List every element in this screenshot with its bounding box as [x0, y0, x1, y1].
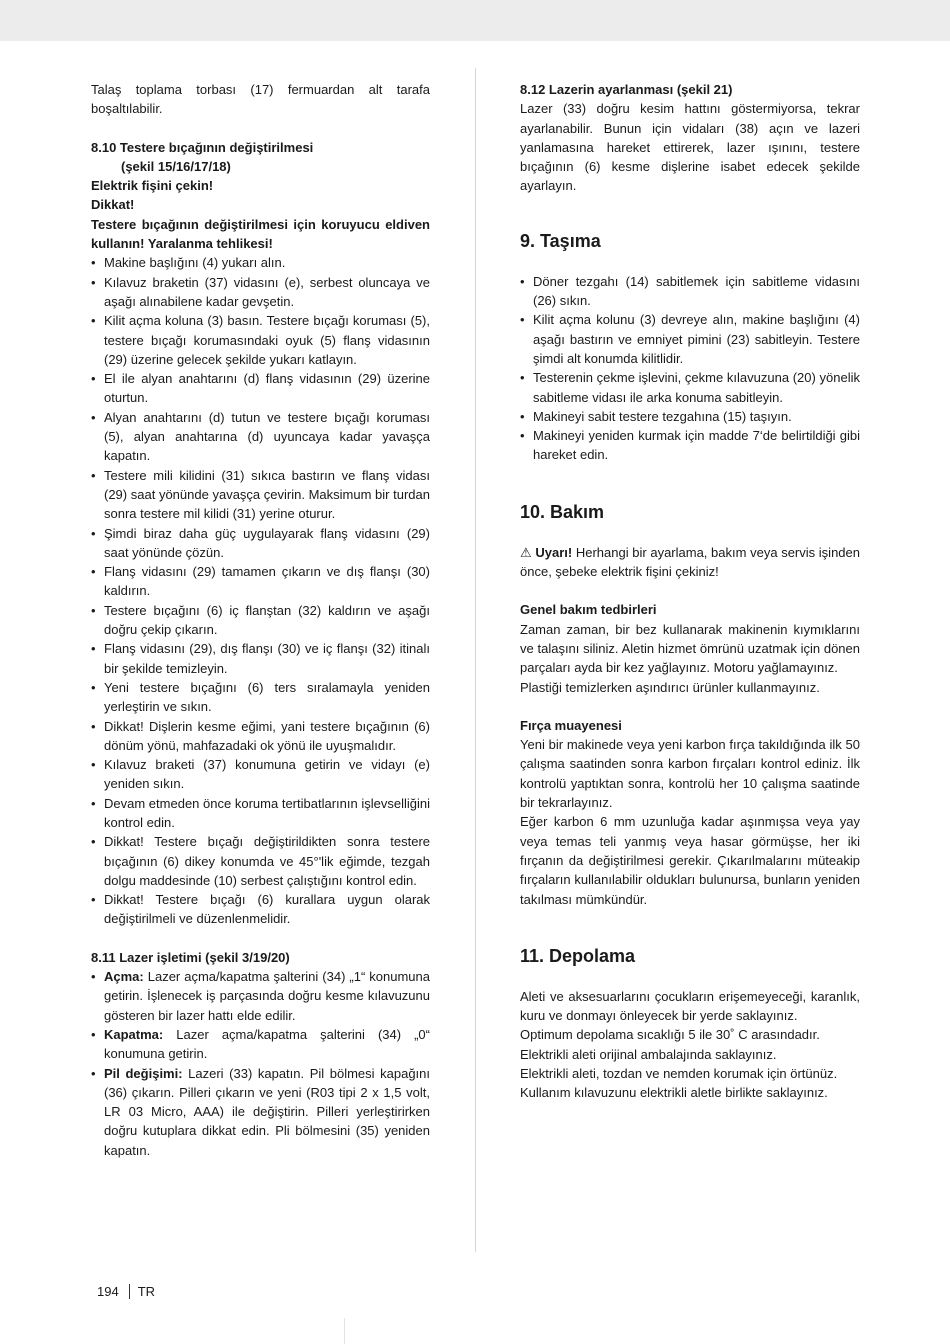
list-item: • Devam etmeden önce koruma tertibatlarının işlevselliğini kontrol edin.: [91, 794, 430, 833]
list-item: • Alyan anahtarını (d) tutun ve testere bıçağı koruması (5), alyan anahtarına (d) uyuncaya kadar yavaşça kapatın.: [91, 408, 430, 466]
warning-label: Uyarı!: [535, 544, 573, 560]
list-item: • Kilit açma kolunu (3) devreye alın, makine başlığını (4) aşağı bastırın ve emniyet pimini (23) sabitleyin. Testere şimdi alt konumda kilitlidir.: [520, 310, 860, 368]
brush-inspection-text: Yeni bir makinede veya yeni karbon fırça takıldığında ilk 50 çalışma saatinden sonra karbon fırçaları kontrol ediniz. İlk kontrolü yaptıktan sonra, kontrolü her 10 çalışma saatinde bir tekrarlayınız.: [520, 737, 860, 811]
section-11-heading: 11. Depolama: [520, 945, 636, 966]
footer-separator: [129, 1284, 130, 1299]
list-item: • Dikkat! Testere bıçağı değiştirildikten sonra testere bıçağının (6) dikey konumda ve 45°'lik eğimde, tezgah dolgu maddesinde (10) serbest çalıştığını kontrol edin.: [91, 832, 430, 890]
brush-inspection-note: Eğer karbon 6 mm uzunluğa kadar aşınmışsa veya yay veya temas teli yanmış veya hasar görmüşse, her iki fırçanın da değiştirilmesi gerekir. Çıkarılmalarını müteakip fırçaların kullanılabilir oldukları bulunursa, bunların yeniden takılması mümkündür.: [520, 814, 860, 907]
storage-line: Optimum depolama sıcaklığı 5 ile 30˚ C arasındadır.: [520, 1027, 820, 1043]
list-item: • Testere bıçağını (6) iç flanştan (32) kaldırın ve aşağı doğru çekip çıkarın.: [91, 601, 430, 640]
warning-text: Herhangi bir ayarlama, bakım veya servis işinden önce, şebeke elektrik fişini çekiniz!: [520, 544, 860, 580]
storage-text: [520, 987, 860, 1103]
brush-inspection-title: Fırça muayenesi: [520, 717, 622, 733]
unplug-warning: Elektrik fişini çekin!: [91, 178, 214, 194]
item-label: Pil değişimi:: [104, 1065, 183, 1081]
list-item: • Makine başlığını (4) yukarı alın.: [91, 253, 430, 272]
intro-text: Talaş toplama torbası (17) fermuardan alt tarafa boşaltılabilir.: [91, 82, 430, 117]
page-footer: [97, 1284, 155, 1299]
section-9-heading: 9. Taşıma: [520, 230, 601, 251]
general-maintenance-text: Zaman zaman, bir bez kullanarak makinenin kıymıklarını ve talaşını siliniz. Aletin hizmet ömrünü uzatmak için dönen parçaları ayda bir kez yağlayınız. Motoru yağlamayınız.: [520, 621, 860, 676]
section-8-10-title: 8.10 Testere bıçağının değiştirilmesi: [91, 139, 314, 155]
top-bar: [0, 0, 950, 41]
list-item: • Kılavuz braketin (37) vidasını (e), serbest oluncaya ve aşağı alınabilene kadar gevşetin.: [91, 273, 430, 312]
attention-label: Dikkat!: [91, 197, 135, 213]
section-8-10-subtitle: (şekil 15/16/17/18): [121, 158, 231, 174]
list-item: • Flanş vidasını (29), dış flanşı (30) ve iç flanşı (32) itinalı bir şekilde temizleyin.: [91, 639, 430, 678]
list-item: • Dikkat! Dişlerin kesme eğimi, yani testere bıçağının (6) dönüm yönü, mahfazadaki ok yönü ile uyuşmalıdır.: [91, 717, 430, 756]
list-item: • Makineyi sabit testere tezgahına (15) taşıyın.: [520, 407, 860, 426]
section-8-12-title: 8.12 Lazerin ayarlanması (şekil 21): [520, 82, 733, 97]
general-maintenance-note: Plastiği temizlerken aşındırıcı ürünler kullanmayınız.: [520, 679, 820, 695]
list-item: • Yeni testere bıçağını (6) ters sıralamayla yeniden yerleştirin ve sıkın.: [91, 678, 430, 717]
list-item: [91, 1064, 430, 1160]
list-item: • El ile alyan anahtarını (d) flanş vidasının (29) üzerine oturtun.: [91, 369, 430, 408]
language-code: TR: [137, 1284, 156, 1299]
storage-line: Aleti ve aksesuarlarını çocukların erişemeyeceği, karanlık, kuru ve donmayı önleyecek bir yerde saklayınız.: [520, 988, 860, 1024]
section-8-11-title: 8.11 Lazer işletimi (şekil 3/19/20): [91, 949, 290, 965]
item-text: Lazer açma/kapatma şalterini (34) „0“ konumuna getirin.: [104, 1026, 430, 1062]
list-item: [91, 967, 430, 1025]
list-item: • Makineyi yeniden kurmak için madde 7‘de belirtildiği gibi hareket edin.: [520, 426, 860, 465]
list-item: • Döner tezgahı (14) sabitlemek için sabitleme vidasını (26) sıkın.: [520, 272, 860, 311]
section-10-heading: 10. Bakım: [520, 501, 605, 522]
right-column: [520, 80, 860, 1103]
column-divider: [475, 68, 476, 1252]
general-maintenance-title: Genel bakım tedbirleri: [520, 602, 657, 618]
item-text: Lazeri (33) kapatın. Pil bölmesi kapağını (36) çıkarın. Pilleri çıkarın ve yeni (R03 tipi 2 x 1,5 volt, LR 03 Micro, AAA) ile değiştirin. Pilleri yerleştirirken doğru kutuplara dikkat edin. Pli bölmesini (35) yeniden kapatın.: [104, 1065, 430, 1158]
laser-steps: [91, 967, 430, 1160]
list-item: • Flanş vidasını (29) tamamen çıkarın ve dış flanşı (30) kaldırın.: [91, 562, 430, 601]
maintenance-warning: [520, 543, 860, 582]
section-8-12-text: Lazer (33) doğru kesim hattını göstermiyorsa, tekrar ayarlanabilir. Bunun için vidaları (38) açın ve lazeri yanlamasına hareket ettirerek, lazer ışınını, testere bıçağının (6) kesme dişlerine isabet edecek şekilde ayarlayın.: [520, 101, 860, 194]
list-item: • Kılavuz braketi (37) konumuna getirin ve vidayı (e) yeniden sıkın.: [91, 755, 430, 794]
list-item: • Testerenin çekme işlevini, çekme kılavuzuna (20) yönelik sabitleme vidası ile arka konuma sabitleyin.: [520, 368, 860, 407]
storage-line: Kullanım kılavuzunu elektrikli aletle birlikte saklayınız.: [520, 1085, 828, 1101]
item-label: Açma:: [104, 969, 144, 985]
item-label: Kapatma:: [104, 1026, 164, 1042]
glove-warning: Testere bıçağının değiştirilmesi için koruyucu eldiven kullanın! Yaralanma tehlikesi!: [91, 216, 430, 252]
page-number: 194: [97, 1284, 119, 1299]
list-item: • Testere mili kilidini (31) sıkıca bastırın ve flanş vidası (29) saat yönünde yavaşça çevirin. Maksimum bir turdan sonra testere mil kilidi (31) yerine oturur.: [91, 466, 430, 524]
bottom-divider: [344, 1318, 345, 1344]
list-item: • Kilit açma koluna (3) basın. Testere bıçağı koruması (5), testere bıçağı korumasındaki oyuk (5) flanş vidasının (29) üzerine gelecek şekilde yukarı katlayın.: [91, 311, 430, 369]
list-item: • Şimdi biraz daha güç uygulayarak flanş vidasını (29) saat yönünde çözün.: [91, 524, 430, 563]
transport-steps: [520, 272, 860, 465]
storage-line: Elektrikli aleti orijinal ambalajında saklayınız.: [520, 1046, 777, 1062]
storage-line: Elektrikli aleti, tozdan ve nemden korumak için örtünüz.: [520, 1065, 838, 1081]
blade-change-steps: [91, 253, 430, 928]
left-column: [91, 80, 430, 1160]
list-item: [91, 1025, 430, 1064]
warning-icon: ⚠: [520, 544, 532, 560]
list-item: • Dikkat! Testere bıçağı (6) kurallara uygun olarak değiştirilmeli ve düzenlenmelidir.: [91, 890, 430, 929]
item-text: Lazer açma/kapatma şalterini (34) „1“ konumuna getirin. İşlenecek iş parçasında doğru kesme kılavuzunu gösteren bir lazer hattı elde edilir.: [104, 969, 430, 1023]
